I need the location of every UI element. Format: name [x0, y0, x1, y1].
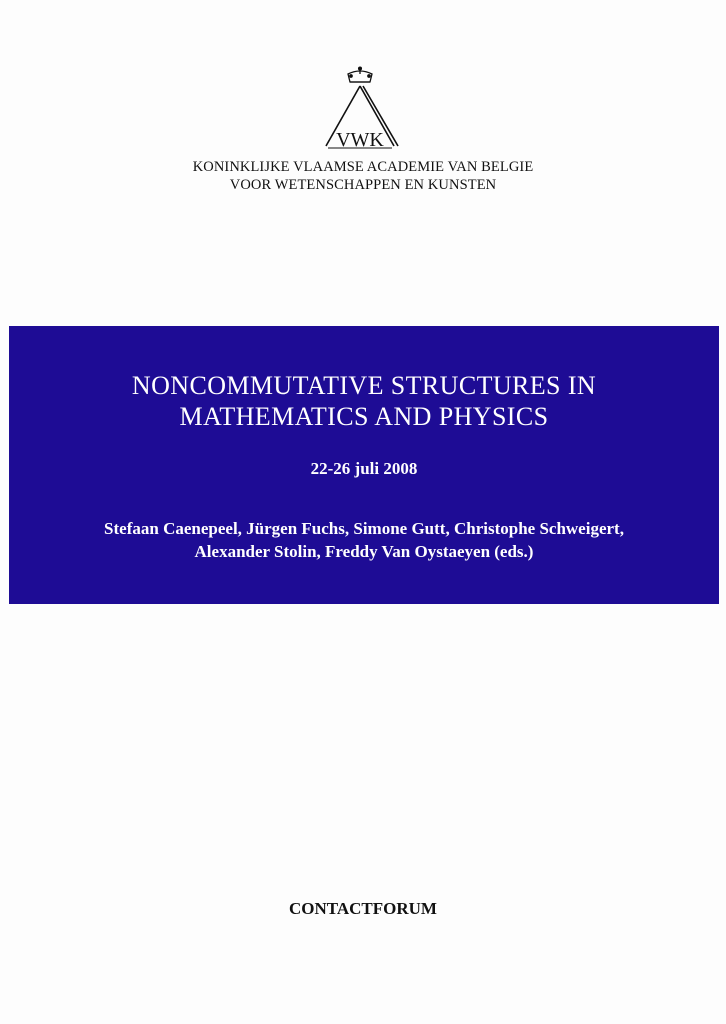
academy-name: [0, 158, 726, 194]
editors: [9, 517, 719, 563]
conference-dates: 22-26 juli 2008: [310, 459, 418, 478]
editors-line-2: Alexander Stolin, Freddy Van Oystaeyen (eds.): [194, 542, 534, 561]
editors-line-1: Stefaan Caenepeel, Jürgen Fuchs, Simone Gutt, Christophe Schweigert,: [104, 519, 624, 538]
title-band: [9, 326, 719, 604]
book-title-line-2: MATHEMATICS AND PHYSICS: [179, 402, 549, 431]
academy-line-1: KONINKLIJKE VLAAMSE ACADEMIE VAN BELGIE: [192, 159, 534, 175]
book-title: [9, 370, 719, 432]
academy-logo: [318, 66, 402, 156]
logo-text: VWK: [336, 129, 384, 151]
crown-triangle-logo-icon: [318, 66, 402, 156]
book-title-line-1: NONCOMMUTATIVE STRUCTURES IN: [131, 371, 597, 400]
academy-line-2: VOOR WETENSCHAPPEN EN KUNSTEN: [229, 177, 497, 193]
series-name: CONTACTFORUM: [289, 899, 437, 918]
